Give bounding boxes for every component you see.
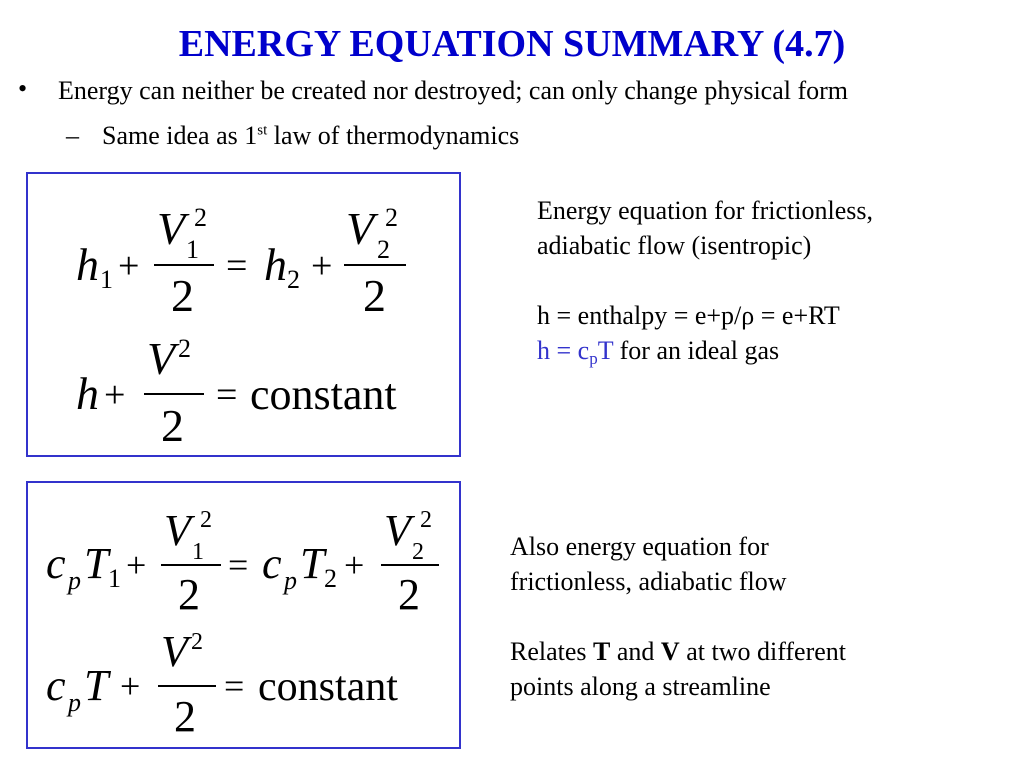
eq1-plus-2: + xyxy=(311,245,333,287)
enthalpy-equation-2 xyxy=(76,333,397,451)
streamline-note-line-2: frictionless, adiabatic flow xyxy=(510,567,787,596)
eq1-denominator-1: 2 xyxy=(171,270,194,321)
streamline-note-line-4: points along a streamline xyxy=(510,672,771,701)
temperature-equation-2 xyxy=(46,627,398,741)
eq3-V1-exponent: 2 xyxy=(200,507,212,533)
eq2-plus: + xyxy=(104,374,126,416)
eq4-V: V xyxy=(161,627,188,676)
eq3-p1: p xyxy=(68,566,81,595)
enthalpy-equations xyxy=(28,174,461,457)
ideal-gas-formula xyxy=(537,336,614,368)
sub-bullet-prefix: Same idea as 1 xyxy=(102,121,258,150)
enthalpy-definition: h = enthalpy = e+p/ρ = e+RT xyxy=(537,301,840,330)
eq3-T1-subscript: 1 xyxy=(108,564,121,593)
isentropic-note xyxy=(537,193,873,376)
enthalpy-equation-1 xyxy=(76,203,406,321)
note-spacer xyxy=(537,263,873,298)
eq1-V1-subscript: 1 xyxy=(186,235,199,264)
eq1-V2: V xyxy=(346,203,375,254)
eq1-denominator-2: 2 xyxy=(363,270,386,321)
streamline-note-line-1: Also energy equation for xyxy=(510,532,769,561)
eq3-T1: T xyxy=(84,539,109,588)
eq4-denominator: 2 xyxy=(174,692,196,741)
eq1-V2-exponent: 2 xyxy=(385,203,398,232)
eq3-V1-subscript: 1 xyxy=(192,539,204,565)
temperature-symbol: T xyxy=(593,637,611,666)
eq3-T2: T xyxy=(300,539,325,588)
eq2-constant: constant xyxy=(250,370,397,419)
eq3-V2: V xyxy=(384,506,411,555)
eq3-V2-subscript: 2 xyxy=(412,539,424,565)
bullet-text: Energy can neither be created nor destroyed; can only change physical form xyxy=(58,76,849,105)
eq3-V2-exponent: 2 xyxy=(420,507,432,533)
eq1-h2-subscript: 2 xyxy=(287,265,300,294)
ideal-gas-formula-subscript: p xyxy=(589,349,598,368)
different-text: at two different xyxy=(679,637,846,666)
eq2-V: V xyxy=(147,333,176,384)
isentropic-note-line-1: Energy equation for frictionless, xyxy=(537,196,873,225)
eq3-T2-subscript: 2 xyxy=(324,564,337,593)
eq1-h1: h xyxy=(76,239,99,290)
eq3-c2: c xyxy=(262,539,282,588)
ideal-gas-relation xyxy=(537,333,873,376)
eq1-plus-1: + xyxy=(118,245,140,287)
eq1-V2-subscript: 2 xyxy=(377,235,390,264)
ordinal-superscript: st xyxy=(257,122,268,139)
eq4-plus: + xyxy=(120,666,141,706)
temperature-equations xyxy=(28,483,461,749)
eq4-V-exponent: 2 xyxy=(191,629,203,655)
velocity-symbol: V xyxy=(660,637,680,666)
ideal-gas-formula-prefix: h = c xyxy=(537,336,590,365)
eq3-p2: p xyxy=(284,566,297,595)
streamline-note xyxy=(510,529,846,704)
and-text: and xyxy=(610,637,661,666)
sub-bullet-text xyxy=(102,121,519,151)
temperature-equation-1 xyxy=(46,506,439,619)
isentropic-note-line-2: adiabatic flow (isentropic) xyxy=(537,231,812,260)
eq2-V-exponent: 2 xyxy=(178,334,191,363)
eq2-equals: = xyxy=(216,374,238,416)
note-spacer xyxy=(510,599,846,634)
slide-title: ENERGY EQUATION SUMMARY (4.7) xyxy=(178,23,846,65)
eq1-V1: V xyxy=(157,203,186,254)
ideal-gas-label: for an ideal gas xyxy=(613,336,780,365)
enthalpy-equation-box xyxy=(26,172,461,457)
ideal-gas-formula-suffix: T xyxy=(597,336,614,365)
eq4-c: c xyxy=(46,661,66,710)
eq3-plus-2: + xyxy=(344,545,365,585)
eq4-p: p xyxy=(68,688,81,717)
eq3-c1: c xyxy=(46,539,66,588)
eq1-h2: h xyxy=(264,239,287,290)
sub-bullet-marker: – xyxy=(66,121,79,150)
eq2-denominator: 2 xyxy=(161,400,184,451)
eq1-h1-subscript: 1 xyxy=(100,265,113,294)
eq1-V1-exponent: 2 xyxy=(194,203,207,232)
relates-text: Relates xyxy=(510,637,594,666)
eq3-denominator-1: 2 xyxy=(178,570,200,619)
eq3-equals: = xyxy=(228,545,249,585)
eq4-equals: = xyxy=(224,666,245,706)
streamline-note-line-3 xyxy=(510,634,846,669)
eq2-h: h xyxy=(76,368,99,419)
bullet-marker: • xyxy=(18,74,28,103)
eq3-V1: V xyxy=(164,506,191,555)
sub-bullet-suffix: law of thermodynamics xyxy=(267,121,520,150)
eq1-equals: = xyxy=(226,245,248,287)
temperature-equation-box xyxy=(26,481,461,749)
eq4-T: T xyxy=(84,661,109,710)
eq3-denominator-2: 2 xyxy=(398,570,420,619)
eq4-constant: constant xyxy=(258,664,398,710)
eq3-plus-1: + xyxy=(126,545,147,585)
